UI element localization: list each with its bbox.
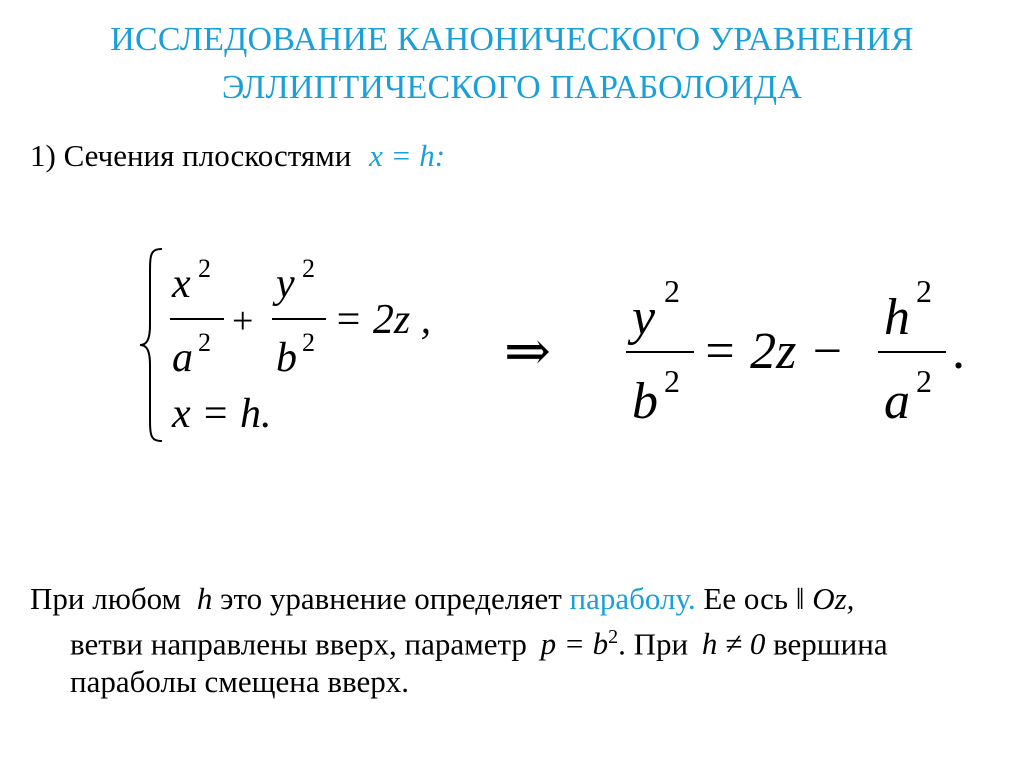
section-heading: [30, 138, 445, 174]
frac1-denominator: a: [172, 335, 193, 381]
result-lhs-numerator: y: [632, 289, 656, 346]
variable-h: h: [196, 581, 213, 616]
result-rhs-numerator: h: [884, 289, 910, 346]
frac2-numerator: y: [276, 261, 295, 307]
paragraph-text: это уравнение определяет: [220, 581, 562, 616]
parameter-p: p = b: [540, 626, 609, 662]
paragraph-text: ветви направлены вверх, параметр: [70, 626, 527, 662]
frac2-num-exp: 2: [302, 254, 315, 283]
section-number: 1): [30, 138, 56, 173]
plus-sign: +: [232, 300, 254, 342]
system-eq-rhs: = 2z ,: [334, 297, 432, 343]
paragraph-text: При любом: [30, 581, 182, 616]
frac2-denominator: b: [276, 335, 297, 381]
parameter-exp: 2: [608, 626, 619, 648]
frac1-num-exp: 2: [198, 254, 211, 283]
highlight-parabola: параболу.: [569, 581, 696, 616]
condition-h: h ≠ 0: [701, 626, 766, 662]
explanation-paragraph: [30, 580, 1000, 701]
frac1-den-exp: 2: [198, 328, 211, 357]
implies-arrow: [500, 320, 580, 390]
paragraph-line-3: параболы смещена вверх.: [70, 664, 409, 700]
result-middle: = 2z −: [702, 323, 845, 380]
result-rhs-num-exp: 2: [916, 273, 932, 309]
slide-title-line-1: ИССЛЕДОВАНИЕ КАНОНИЧЕСКОГО УРАВНЕНИЯ: [110, 21, 914, 58]
section-label: Сечения плоскостями: [63, 138, 352, 173]
paragraph-line-2: [30, 618, 1000, 663]
result-rhs-denominator: a: [884, 373, 910, 430]
equation-system: [140, 245, 480, 445]
result-end-period: .: [952, 323, 965, 380]
result-equation: [620, 268, 980, 438]
svg-text:⇒: ⇒: [504, 321, 551, 383]
frac2-den-exp: 2: [302, 328, 315, 357]
result-rhs-den-exp: 2: [916, 363, 932, 399]
result-lhs-denominator: b: [632, 373, 658, 430]
result-lhs-den-exp: 2: [664, 363, 680, 399]
paragraph-text: . При: [618, 626, 689, 662]
paragraph-text: Ее ось ‖: [703, 581, 805, 616]
system-brace: [140, 249, 162, 441]
section-condition: x = h:: [369, 138, 446, 173]
paragraph-text: вершина: [773, 626, 888, 662]
slide-title-line-2: ЭЛЛИПТИЧЕСКОГО ПАРАБОЛОИДА: [221, 69, 803, 106]
paragraph-line-1: [30, 580, 1000, 618]
axis-oz: Oz,: [812, 581, 855, 616]
system-line-2: x = h.: [172, 391, 272, 437]
result-lhs-num-exp: 2: [664, 273, 680, 309]
frac1-numerator: x: [172, 261, 191, 307]
